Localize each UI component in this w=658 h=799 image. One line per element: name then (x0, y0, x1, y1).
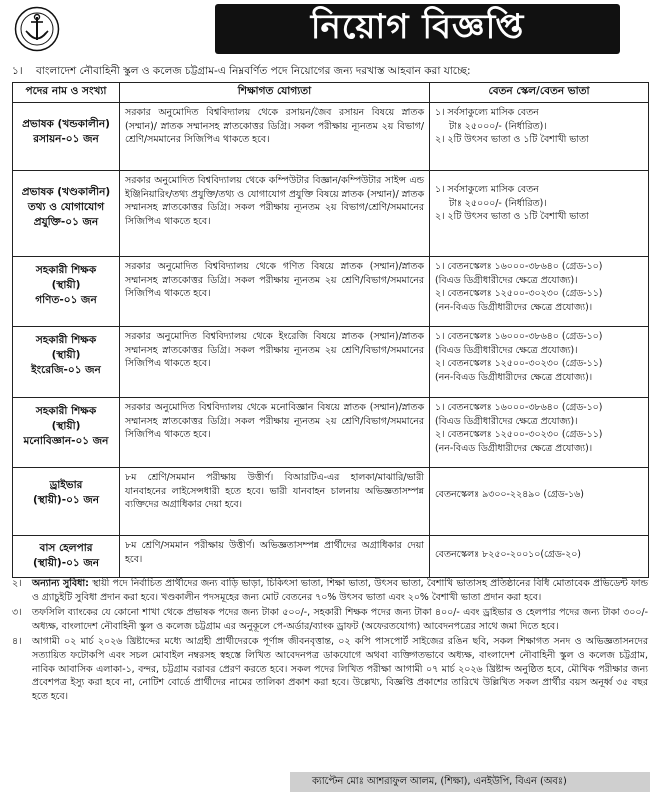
pay-line: ১। সর্বসাকুল্যে মাসিক বেতন (435, 184, 539, 195)
note-number: ৪। (12, 636, 22, 648)
qualification-cell: সরকার অনুমোদিত বিশ্ববিদ্যালয় থেকে কম্পিউটার বিজ্ঞান/কম্পিউটার সাইন্স এন্ড ইঞ্জিনিয়ারিং/তথ্য প্রযুক্তি/তথ্য ও যোগাযোগ প্রযুক্তি বিষয়ে স্নাতক (সম্মান)/ স্নাতক সম্মানসহ স্নাতকোত্তর ডিগ্রি। সকল পরীক্ষায় ন্যূনতম ২য় বিভাগ/শ্রেণি/সমমানের সিজিপিএ থাকতে হবে। (120, 171, 430, 257)
post-cell (13, 257, 120, 327)
pay-cell (430, 468, 649, 536)
post-name: প্রভাষক (খণ্ডকালীন) (21, 186, 111, 198)
pay-line: (বিএড ডিগ্রীধারীদের ক্ষেত্রে প্রযোজ্য)। (435, 344, 578, 356)
post-cell (13, 468, 120, 536)
post-count: (স্থায়ী)-০১ জন (32, 557, 100, 569)
post-subject: ইংরেজি-০১ জন (31, 364, 101, 376)
pay-line: ২। বেতনস্কেলঃ ১২৫০০-৩০২৩০ (গ্রেড-১১) (435, 429, 603, 440)
note-body: তফসিলি ব্যাংকের যে কোনো শাখা থেকে প্রভাষক পদের জন্য টাকা ৫০০/-, সহকারী শিক্ষক পদের জন্য টাকা ৪০০/- এবং ড্রাইভার ও হেলপার পদের জন্য টাকা ৩০০/- অধ্যক্ষ, বাংলাদেশ নৌবাহিনী স্কুল ও কলেজ চট্টগ্রাম এর অনুকূলে পে-অর্ডার/ব্যাংক ড্রাফট (অফেরতযোগ্য) আবেদনপত্রের সাথে জমা দিতে হবে। (32, 607, 648, 632)
post-cell (13, 327, 120, 398)
qualification-cell: ৮ম শ্রেণি/সমমান পরীক্ষায় উত্তীর্ণ। বিআরটিএ-এর হালকা/মাঝারি/ভারী যানবাহনের লাইসেন্সধারী হতে হবে। ভারী যানবাহন চালনায় অভিজ্ঞতাসম্পন্ন ব্যক্তিদের অগ্রাধিকার দেয়া হবে। (120, 468, 430, 536)
post-cell (13, 398, 120, 468)
pay-line: ২। ২টি উৎসব ভাতা ও ১টি বৈশাখী ভাতা (435, 211, 589, 222)
pay-line: ১। সর্বসাকুল্যে মাসিক বেতন (435, 107, 539, 118)
intro-line (12, 64, 648, 78)
header-pay: বেতন স্কেল/বেতন ভাতা (430, 83, 649, 103)
note-text (32, 577, 648, 604)
post-count: প্রযুক্তি-০১ জন (33, 216, 99, 228)
post-name: সহকারী শিক্ষক (35, 264, 97, 276)
pay-line: (বিএড ডিগ্রীধারীদের ক্ষেত্রে প্রযোজ্য)। (435, 274, 578, 286)
post-name: সহকারী শিক্ষক (35, 405, 97, 417)
pay-cell (430, 536, 649, 578)
pay-line: (নন-বিএড ডিগ্রীধারীদের ক্ষেত্রে প্রযোজ্য)। (435, 301, 593, 313)
table-row (13, 257, 649, 327)
note-item (12, 606, 648, 633)
post-subject: তথ্য ও যোগাযোগ (27, 201, 105, 213)
post-type: (স্থায়ী) (51, 279, 81, 291)
post-subject: মনোবিজ্ঞান-০১ জন (23, 435, 109, 447)
table-row (13, 171, 649, 257)
post-name: সহকারী শিক্ষক (35, 334, 97, 346)
note-body: আগামী ০২ মার্চ ২০২৬ খ্রিষ্টাব্দের মধ্যে আগ্রহী প্রার্থীদেরকে পূর্ণাঙ্গ জীবনবৃত্তান্ত, ০২ কপি পাসপোর্ট সাইজের রঙিন ছবি, সকল শিক্ষাগত সনদ ও অভিজ্ঞতাসনদের সত্যায়িত ফটোকপি এবং সচল মোবাইল নম্বরসহ স্বহস্তে লিখিত আবেদনপত্র ডাকযোগে অথবা ব্যক্তিগতভাবে অধ্যক্ষ, বাংলাদেশ নৌবাহিনী স্কুল ও কলেজ চট্টগ্রাম, নাবিক আবাসিক এলাকা-১, বন্দর, চট্টগ্রাম বরাবর প্রেরণ করতে হবে। সকল পদের লিখিত পরীক্ষা আগামী ০৭ মার্চ ২০২৬ খ্রিষ্টাব্দ অনুষ্ঠিত হবে, মৌখিক পরীক্ষার জন্য প্রবেশপত্র ইস্যু করা হবে না, নোটিশ বোর্ডে প্রার্থীদের নামের তালিকা প্রকাশ করা হবে। উল্লেখ্য, বিজ্ঞপ্তি প্রকাশের তারিখে উল্লিখিত সকল প্রার্থীর বয়স অনূর্ধ্ব ৩৫ বছর হতে হবে। (32, 636, 648, 702)
pay-line: ২। বেতনস্কেলঃ ১২৫০০-৩০২৩০ (গ্রেড-১১) (435, 358, 603, 369)
post-cell (13, 103, 120, 171)
qualification-cell: সরকার অনুমোদিত বিশ্ববিদ্যালয় থেকে রসায়ন/জৈব রসায়ন বিষয়ে স্নাতক (সম্মান)/ স্নাতক সম্মানসহ স্নাতকোত্তর ডিগ্রি। সকল পরীক্ষায় ন্যূনতম ২য় বিভাগ/শ্রেণি/সমমানের সিজিপিএ থাকতে হবে। (120, 103, 430, 171)
pay-line: (বিএড ডিগ্রীধারীদের ক্ষেত্রে প্রযোজ্য)। (435, 415, 578, 427)
post-type: (স্থায়ী) (51, 349, 81, 361)
note-number: ২। (12, 578, 22, 589)
pay-line: ২। বেতনস্কেলঃ ১২৫০০-৩০২৩০ (গ্রেড-১১) (435, 288, 603, 299)
pay-line: ২। ২টি উৎসব ভাতা ও ১টি বৈশাখী ভাতা (435, 134, 589, 145)
pay-line: টাঃ ২৫০০০/- (নির্ধারিত)। (449, 120, 547, 132)
post-cell (13, 171, 120, 257)
intro-text: বাংলাদেশ নৌবাহিনী স্কুল ও কলেজ চট্টগ্রাম-এ নিম্নবর্ণিত পদে নিয়োগের জন্য দরখাস্ত আহবান করা যাচ্ছে: (36, 65, 471, 77)
post-name: প্রভাষক (খন্ডকালীন) (22, 118, 110, 130)
table-row (13, 398, 649, 468)
pay-line: ১। বেতনস্কেলঃ ১৬০০০-৩৮৬৪০ (গ্রেড-১০) (435, 331, 603, 342)
note-item (12, 577, 648, 604)
intro-number: ১। (12, 65, 23, 77)
note-number: ৩। (12, 607, 22, 619)
pay-line: (নন-বিএড ডিগ্রীধারীদের ক্ষেত্রে প্রযোজ্য)। (435, 442, 593, 454)
pay-cell (430, 257, 649, 327)
pay-line: ১। বেতনস্কেলঃ ১৬০০০-৩৮৬৪০ (গ্রেড-১০) (435, 261, 603, 272)
qualification-cell: ৮ম শ্রেণি/সমমান পরীক্ষায় উত্তীর্ণ। অভিজ্ঞতাসম্পন্ন প্রার্থীদের অগ্রাধিকার দেয়া হবে। (120, 536, 430, 578)
post-subject: রসায়ন-০১ জন (33, 133, 99, 145)
post-cell (13, 536, 120, 578)
notice-title: নিয়োগ বিজ্ঞপ্তি (215, 4, 620, 54)
note-item (12, 635, 648, 703)
pay-cell (430, 398, 649, 468)
notes-section (12, 577, 648, 705)
vacancy-table (12, 82, 649, 578)
header-post: পদের নাম ও সংখ্যা (13, 83, 120, 103)
pay-line: (নন-বিএড ডিগ্রীধারীদের ক্ষেত্রে প্রযোজ্য)। (435, 371, 593, 383)
pay-line: বেতনস্কেলঃ ৯৩০০-২২৪৯০ (গ্রেড-১৬) (435, 489, 584, 500)
table-row (13, 536, 649, 578)
pay-line: টাঃ ২৫০০০/- (নির্ধারিত)। (449, 197, 547, 209)
qualification-cell: সরকার অনুমোদিত বিশ্ববিদ্যালয় থেকে ইংরেজি বিষয়ে স্নাতক (সম্মান)/স্নাতক সম্মানসহ স্নাতকোত্তর ডিগ্রি। সকল পরীক্ষায় ন্যূনতম ২য় শ্রেণি/বিভাগ/সমমানের সিজিপিএ থাকতে হবে। (120, 327, 430, 398)
pay-line: বেতনস্কেলঃ ৮২৫০-২০০১০(গ্রেড-২০) (435, 549, 581, 560)
table-row (13, 468, 649, 536)
pay-cell (430, 103, 649, 171)
signature-line: ক্যাপ্টেন মোঃ আশরাফুল আলম, (শিক্ষা), এনইউপি, বিএন (অবঃ) (290, 772, 650, 792)
qualification-cell: সরকার অনুমোদিত বিশ্ববিদ্যালয় থেকে গণিত বিষয়ে স্নাতক (সম্মান)/স্নাতক সম্মানসহ স্নাতকোত্তর ডিগ্রি। সকল পরীক্ষায় ন্যূনতম ২য় শ্রেণি/বিভাগ/সমমানের সিজিপিএ থাকতে হবে। (120, 257, 430, 327)
pay-line: ১। বেতনস্কেলঃ ১৬০০০-৩৮৬৪০ (গ্রেড-১০) (435, 402, 603, 413)
post-type: (স্থায়ী) (51, 420, 81, 432)
school-logo-icon (14, 6, 60, 52)
table-header-row (13, 83, 649, 103)
pay-cell (430, 327, 649, 398)
post-name: ড্রাইভার (49, 479, 83, 491)
post-name: বাস হেলপার (39, 542, 93, 554)
qualification-cell: সরকার অনুমোদিত বিশ্ববিদ্যালয় থেকে মনোবিজ্ঞান বিষয়ে স্নাতক (সম্মান)/স্নাতক সম্মানসহ স্নাতকোত্তর ডিগ্রি। সকল পরীক্ষায় ন্যূনতম ২য় শ্রেণি/বিভাগ/সমমানের সিজিপিএ থাকতে হবে। (120, 398, 430, 468)
pay-cell (430, 171, 649, 257)
note-label: অন্যান্য সুবিধা: (32, 578, 89, 589)
note-body: স্থায়ী পদে নির্বাচিত প্রার্থীদের জন্য বাড়ি ভাড়া, চিকিৎসা ভাতা, শিক্ষা ভাতা, উৎসব ভাতা, বৈশাখি ভাতাসহ প্রতিষ্ঠানের বিধি মোতাবেক প্রভিডেন্ট ফান্ড ও গ্র্যাচুইটি সুবিধা প্রদান করা হবে। খণ্ডকালীন পদসমূহের জন্য মোট বেতনের ৭০% উৎসব ভাতা এবং ২০% বৈশাখী ভাতা প্রদান করা হবে। (32, 578, 649, 603)
table-row (13, 327, 649, 398)
post-count: (স্থায়ী)-০১ জন (32, 494, 100, 506)
table-row (13, 103, 649, 171)
header-qualification: শিক্ষাগত যোগ্যতা (120, 83, 430, 103)
post-subject: গণিত-০১ জন (35, 294, 97, 306)
